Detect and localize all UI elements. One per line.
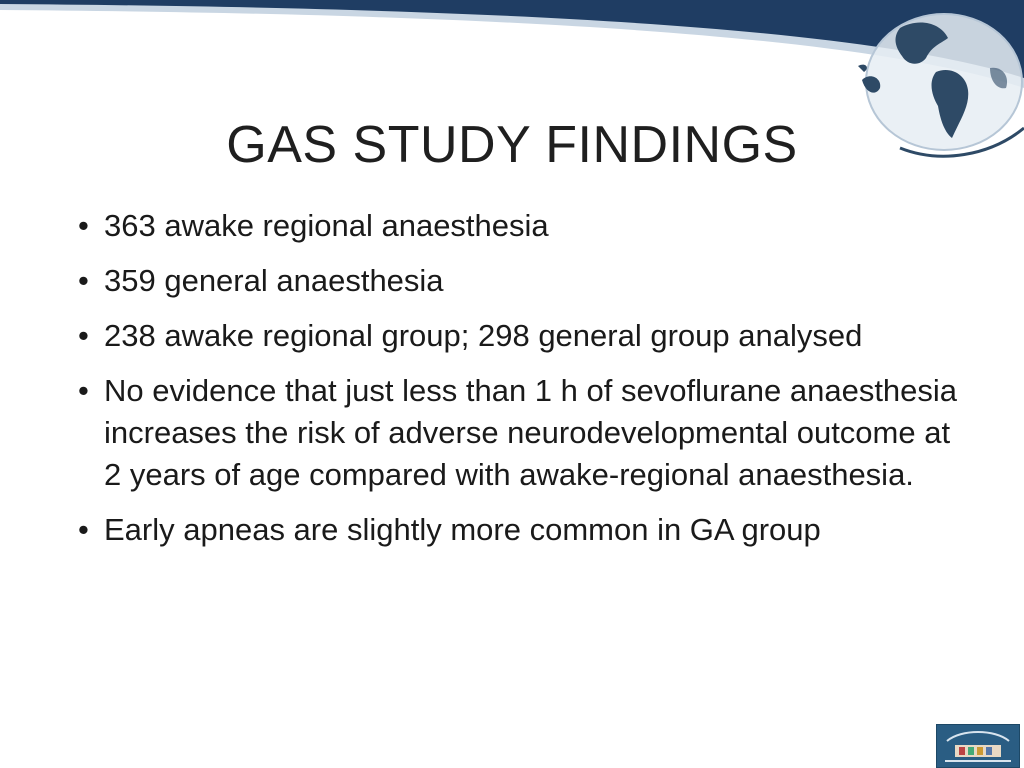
findings-list [78,205,958,564]
list-item: • No evidence that just less than 1 h of sevoflurane anaesthesia increases the risk of adverse neurodevelopmental outcome at 2 years of age compared with awake-regional anaesthesia. [78,370,958,496]
society-logo [936,724,1020,768]
slide-title: GAS STUDY FINDINGS [226,115,798,174]
list-item: • 238 awake regional group; 298 general group analysed [78,315,958,357]
list-item: • 363 awake regional anaesthesia [78,205,958,247]
list-item: • Early apneas are slightly more common in GA group [78,509,958,551]
list-item: • 359 general anaesthesia [78,260,958,302]
